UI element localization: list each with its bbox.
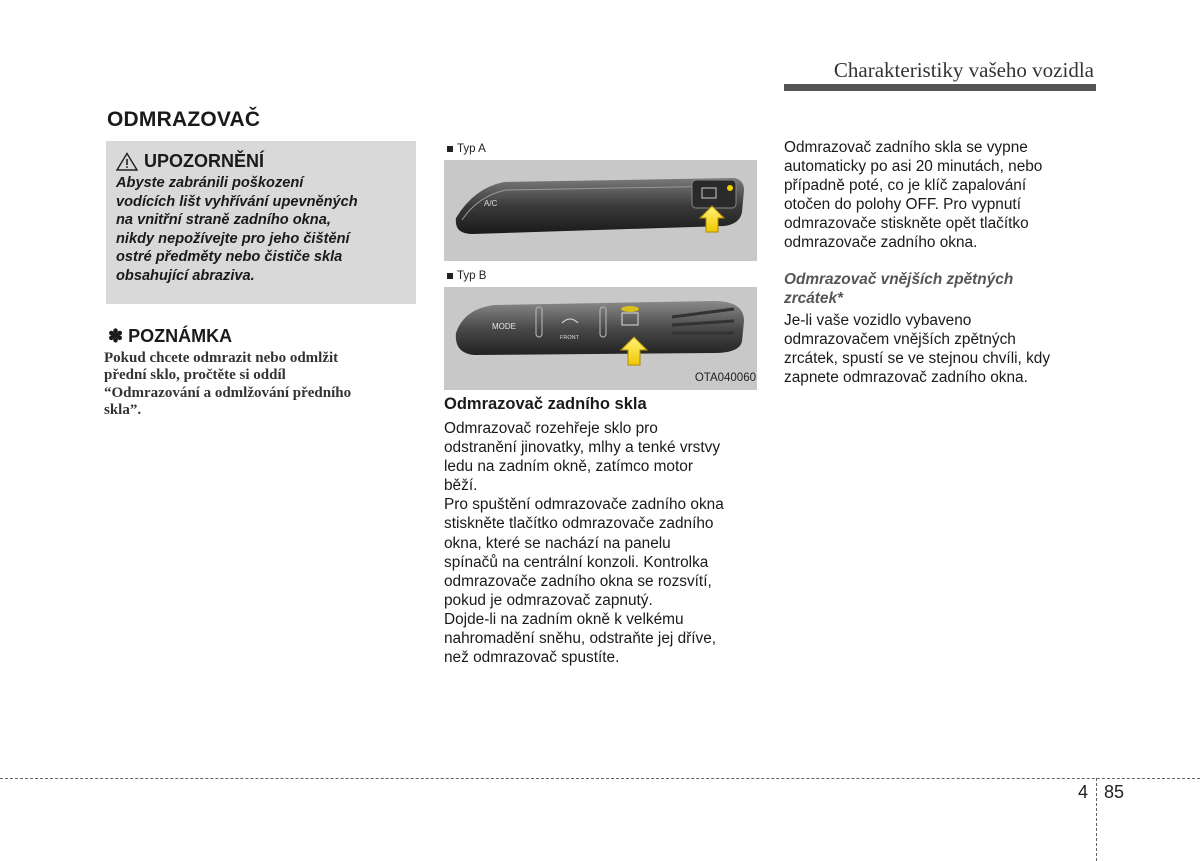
warning-line: ostré předměty nebo čističe skla	[116, 249, 343, 266]
text-line: běží.	[444, 477, 478, 495]
note-line: přední sklo, pročtěte si oddíl	[104, 367, 286, 384]
text-line: Pro spuštění odmrazovače zadního okna	[444, 496, 724, 514]
warning-line: na vnitřní straně zadního okna,	[116, 212, 331, 229]
warning-line: nikdy nepožívejte pro jeho čištění	[116, 230, 350, 247]
note-line: “Odmrazování a odmlžování předního	[104, 384, 352, 401]
text-line: případně poté, co je klíč zapalování	[784, 177, 1027, 195]
warning-text	[116, 174, 407, 286]
mode-button-label: MODE	[492, 322, 516, 331]
warning-box	[106, 141, 416, 304]
bullet-square-icon	[447, 273, 453, 279]
header-rule	[784, 84, 1096, 91]
figure-code: OTA040060	[694, 372, 756, 384]
text-line: ledu na zadním okně, zatímco motor	[444, 458, 693, 476]
warning-line: Abyste zabránili poškození	[116, 175, 304, 191]
figure-label-type-b: Typ B	[447, 270, 486, 282]
auto-off-text	[784, 138, 1096, 253]
chapter-number: 4	[1078, 782, 1089, 802]
text-line: Je-li vaše vozidlo vybaveno	[784, 312, 972, 329]
text-line: zrcátek, spustí se ve stejnou chvíli, kdy	[784, 350, 1051, 368]
figure-type-a	[444, 160, 757, 261]
warning-triangle-icon	[116, 152, 138, 171]
running-header: Charakteristiky vašeho vozidla	[833, 58, 1094, 82]
footer-divider	[1096, 778, 1097, 861]
rear-defroster-heading: Odmrazovač zadního skla	[444, 395, 647, 413]
text-line: pokud je odmrazovač zapnutý.	[444, 591, 653, 609]
indicator-light-icon	[621, 306, 639, 312]
note-line: skla”.	[104, 402, 142, 419]
text-line: odmrazovačem vnějších zpětných	[784, 331, 1016, 349]
front-button-label: FRONT	[560, 335, 579, 341]
warning-heading	[116, 151, 407, 172]
text-line: odstranění jinovatky, mlhy a tenké vrstvy	[444, 439, 721, 457]
mirror-defroster-heading: Odmrazovač vnějších zpětných zrcátek*	[784, 271, 1014, 307]
warning-line: obsahující abraziva.	[116, 267, 255, 284]
text-line: nahromadění sněhu, odstraňte jej dříve,	[444, 630, 717, 648]
figure-label-type-a: Typ A	[447, 143, 486, 155]
text-line: stiskněte tlačítko odmrazovače zadního	[444, 515, 714, 533]
page-number: 85	[1104, 782, 1125, 802]
note-text	[104, 350, 418, 420]
text-line: odmrazovače zadního okna se rozsvítí,	[444, 572, 712, 590]
text-line: Dojde-li na zadním okně k velkému	[444, 610, 684, 628]
bullet-square-icon	[447, 146, 453, 152]
warning-line: vodících lišt vyhřívání upevněných	[116, 193, 358, 210]
rear-defrost-button-a	[692, 180, 736, 208]
indicator-light-icon	[727, 185, 733, 191]
text-line: okna, které se nachází na panelu	[444, 534, 671, 552]
switch-panel-type-a	[444, 160, 757, 261]
warning-title: UPOZORNĚNÍ	[144, 151, 265, 171]
section-title: ODMRAZOVAČ	[107, 108, 261, 131]
mirror-defroster-text	[784, 311, 1096, 387]
text-line: spínačů na centrální konzoli. Kontrolka	[444, 553, 709, 571]
text-line: odmrazovače stiskněte opět tlačítko	[784, 215, 1029, 233]
text-line: zapnete odmrazovač zadního okna.	[784, 369, 1028, 387]
rear-defroster-text	[444, 419, 757, 667]
note-line: Pokud chcete odmrazit nebo odmlžit	[104, 350, 339, 366]
text-line: než odmrazovač spustíte.	[444, 649, 620, 667]
footer-rule	[0, 778, 1200, 779]
text-line: automaticky po asi 20 minutách, nebo	[784, 158, 1043, 176]
text-line: Odmrazovač zadního skla se vypne	[784, 139, 1028, 156]
text-line: odmrazovače zadního okna.	[784, 234, 978, 252]
text-line: otočen do polohy OFF. Pro vypnutí	[784, 196, 1021, 214]
ac-button-label: A/C	[484, 199, 498, 208]
text-line: Odmrazovač rozehřeje sklo pro	[444, 420, 658, 437]
note-title: ✽ POZNÁMKA	[108, 326, 233, 346]
